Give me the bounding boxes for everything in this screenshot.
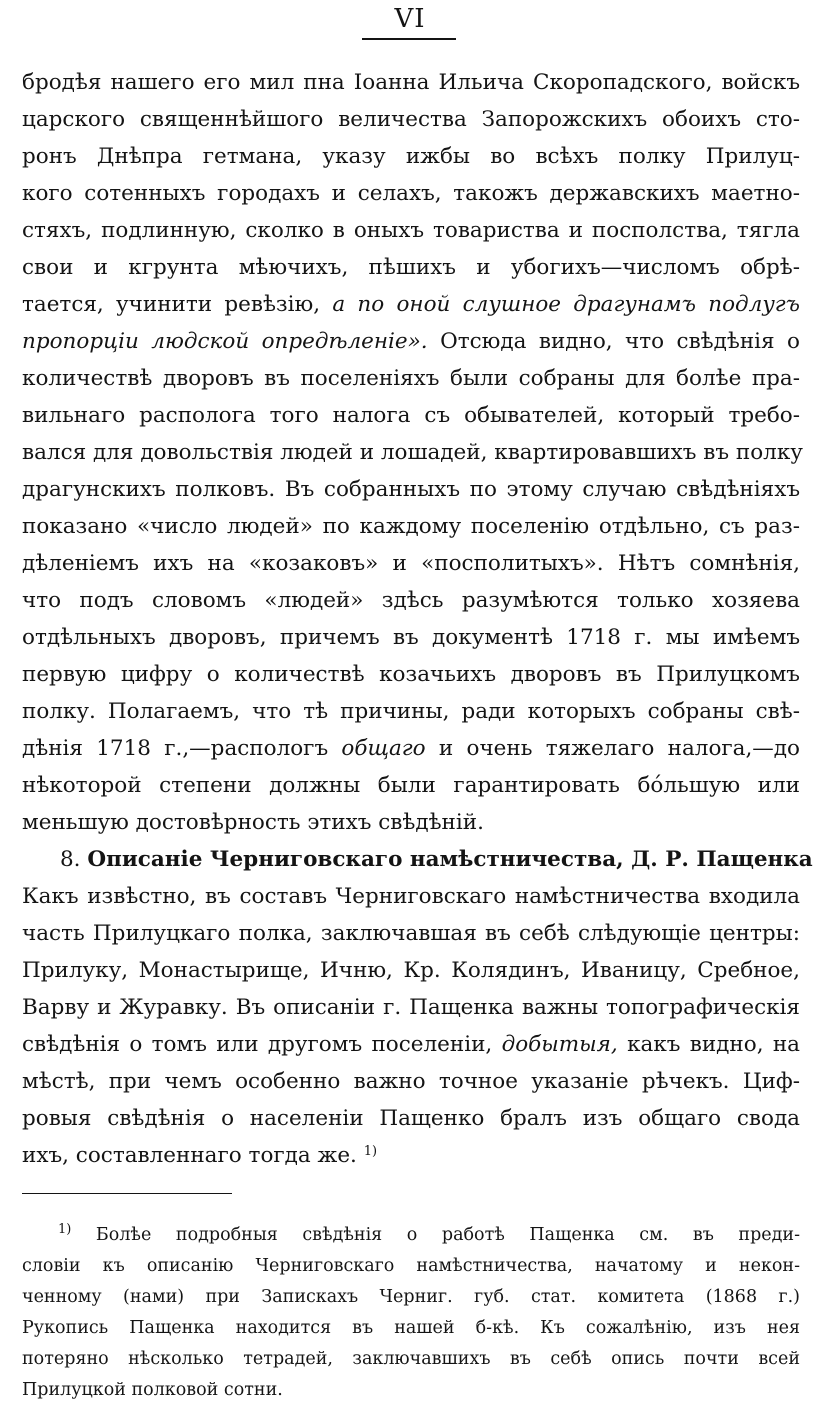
text-run: и очень тяжелаго налога,—до — [438, 736, 800, 761]
text-line: свои и кгрунта мѣючихъ, пѣшихъ и убогихъ—числомъ обрѣ- — [22, 255, 800, 280]
text-line — [22, 327, 800, 357]
section-heading — [60, 845, 813, 875]
text-run: тается, учинити ревѣзію, — [22, 292, 321, 317]
text-line: дѣленіемъ ихъ на «козаковъ» и «посполитыхъ». Нѣтъ сомнѣнія, — [22, 551, 800, 576]
italic-word: добытыя, — [501, 1032, 618, 1057]
page-number: VI — [394, 4, 426, 34]
text-line — [22, 1141, 800, 1171]
text-line: меньшую достовѣрность этихъ свѣдѣній. — [22, 810, 484, 835]
section-title: Описаніе Черниговскаго намѣстничества, Д. Р. Пащенка — [87, 847, 813, 872]
footnote-line: потеряно нѣсколько тетрадей, заключавшихъ въ себѣ опись почти всей — [22, 1349, 800, 1369]
footnote-line: ченному (нами) при Запискахъ Черниг. губ. стат. комитета (1868 г.) — [22, 1287, 800, 1307]
footnote-reference[interactable]: 1) — [363, 1144, 378, 1159]
text-line: нѣкоторой степени должны были гарантировать бо́льшую или — [22, 773, 800, 798]
text-run: ихъ, составленнаго тогда же. — [22, 1143, 357, 1168]
text-line: стяхъ, подлинную, сколко в оныхъ товариства и посполства, тягла — [22, 218, 800, 243]
header-rule — [362, 38, 456, 40]
text-line: ровыя свѣдѣнія о населеніи Пащенко бралъ изъ общаго свода — [22, 1106, 800, 1131]
text-line: часть Прилуцкаго полка, заключавшая въ себѣ слѣдующіе центры: — [22, 921, 800, 946]
text-line: мѣстѣ, при чемъ особенно важно точное указаніе рѣчекъ. Циф- — [22, 1069, 800, 1094]
italic-quote: пропорціи людской опредѣленіе». — [22, 329, 428, 354]
italic-word: общаго — [341, 736, 426, 761]
text-line: что подъ словомъ «людей» здѣсь разумѣются только хозяева — [22, 588, 800, 613]
text-run: дѣнія 1718 г.,—распологъ — [22, 736, 329, 761]
text-run: какъ видно, на — [627, 1032, 800, 1057]
text-line: вался для довольствія людей и лошадей, квартировавшихъ въ полку — [22, 440, 803, 465]
text-line: вильнаго распологa того налога съ обывателей, который требо- — [22, 403, 800, 428]
footnote-marker: 1) — [58, 1222, 72, 1237]
text-line: бродѣя нашего его мил пна Іоанна Ильича Скоропадского, войскъ — [22, 70, 800, 95]
footnote-line: Рукопись Пащенка находится въ нашей б-кѣ. Къ сожалѣнію, изъ нея — [22, 1318, 800, 1338]
text-line: царского священнѣйшого величества Запорожскихъ обоихъ сто- — [22, 107, 800, 132]
text-run: Отсюда видно, что свѣдѣнія о — [440, 329, 800, 354]
footnote-line: Прилуцкой полковой сотни. — [22, 1380, 283, 1400]
text-line: Какъ извѣстно, въ составъ Черниговскаго намѣстничества входила — [22, 884, 800, 909]
footnote-line — [58, 1222, 800, 1248]
footnote-line: словіи къ описанію Черниговскаго намѣстничества, начатому и некон- — [22, 1256, 800, 1276]
text-line — [22, 734, 800, 764]
text-line: Варву и Журавку. Въ описаніи г. Пащенка важны топографическія — [22, 995, 800, 1020]
text-line: полку. Полагаемъ, что тѣ причины, ради которыхъ собраны свѣ- — [22, 699, 800, 724]
text-line: Прилуку, Монастырище, Ичню, Кр. Колядинъ, Иваницу, Сребное, — [22, 958, 800, 983]
text-line — [22, 1030, 800, 1060]
text-line: показано «число людей» по каждому поселенію отдѣльно, съ раз- — [22, 514, 800, 539]
text-line: отдѣльныхъ дворовъ, причемъ въ документѣ 1718 г. мы имѣемъ — [22, 625, 800, 650]
section-number: 8. — [60, 847, 81, 872]
text-line: кого сотенныхъ городахъ и селахъ, такожъ державскихъ маетно- — [22, 181, 800, 206]
text-run: свѣдѣнія о томъ или другомъ поселеніи, — [22, 1032, 493, 1057]
footnote-rule — [22, 1193, 232, 1194]
text-run: Болѣе подробныя свѣдѣнія о работѣ Пащенка см. въ преди- — [95, 1225, 800, 1245]
text-line: количествѣ дворовъ въ поселеніяхъ были собраны для болѣе пра- — [22, 366, 800, 391]
text-line: ронъ Днѣпра гетмана, указу ижбы во всѣхъ полку Прилуц- — [22, 144, 800, 169]
italic-quote: а по оной слушное драгунамъ подлугъ — [332, 292, 800, 317]
text-line — [22, 290, 800, 320]
text-line: первую цифру о количествѣ козачьихъ дворовъ въ Прилуцкомъ — [22, 662, 800, 687]
text-line: драгунскихъ полковъ. Въ собранныхъ по этому случаю свѣдѣніяхъ — [22, 477, 800, 502]
